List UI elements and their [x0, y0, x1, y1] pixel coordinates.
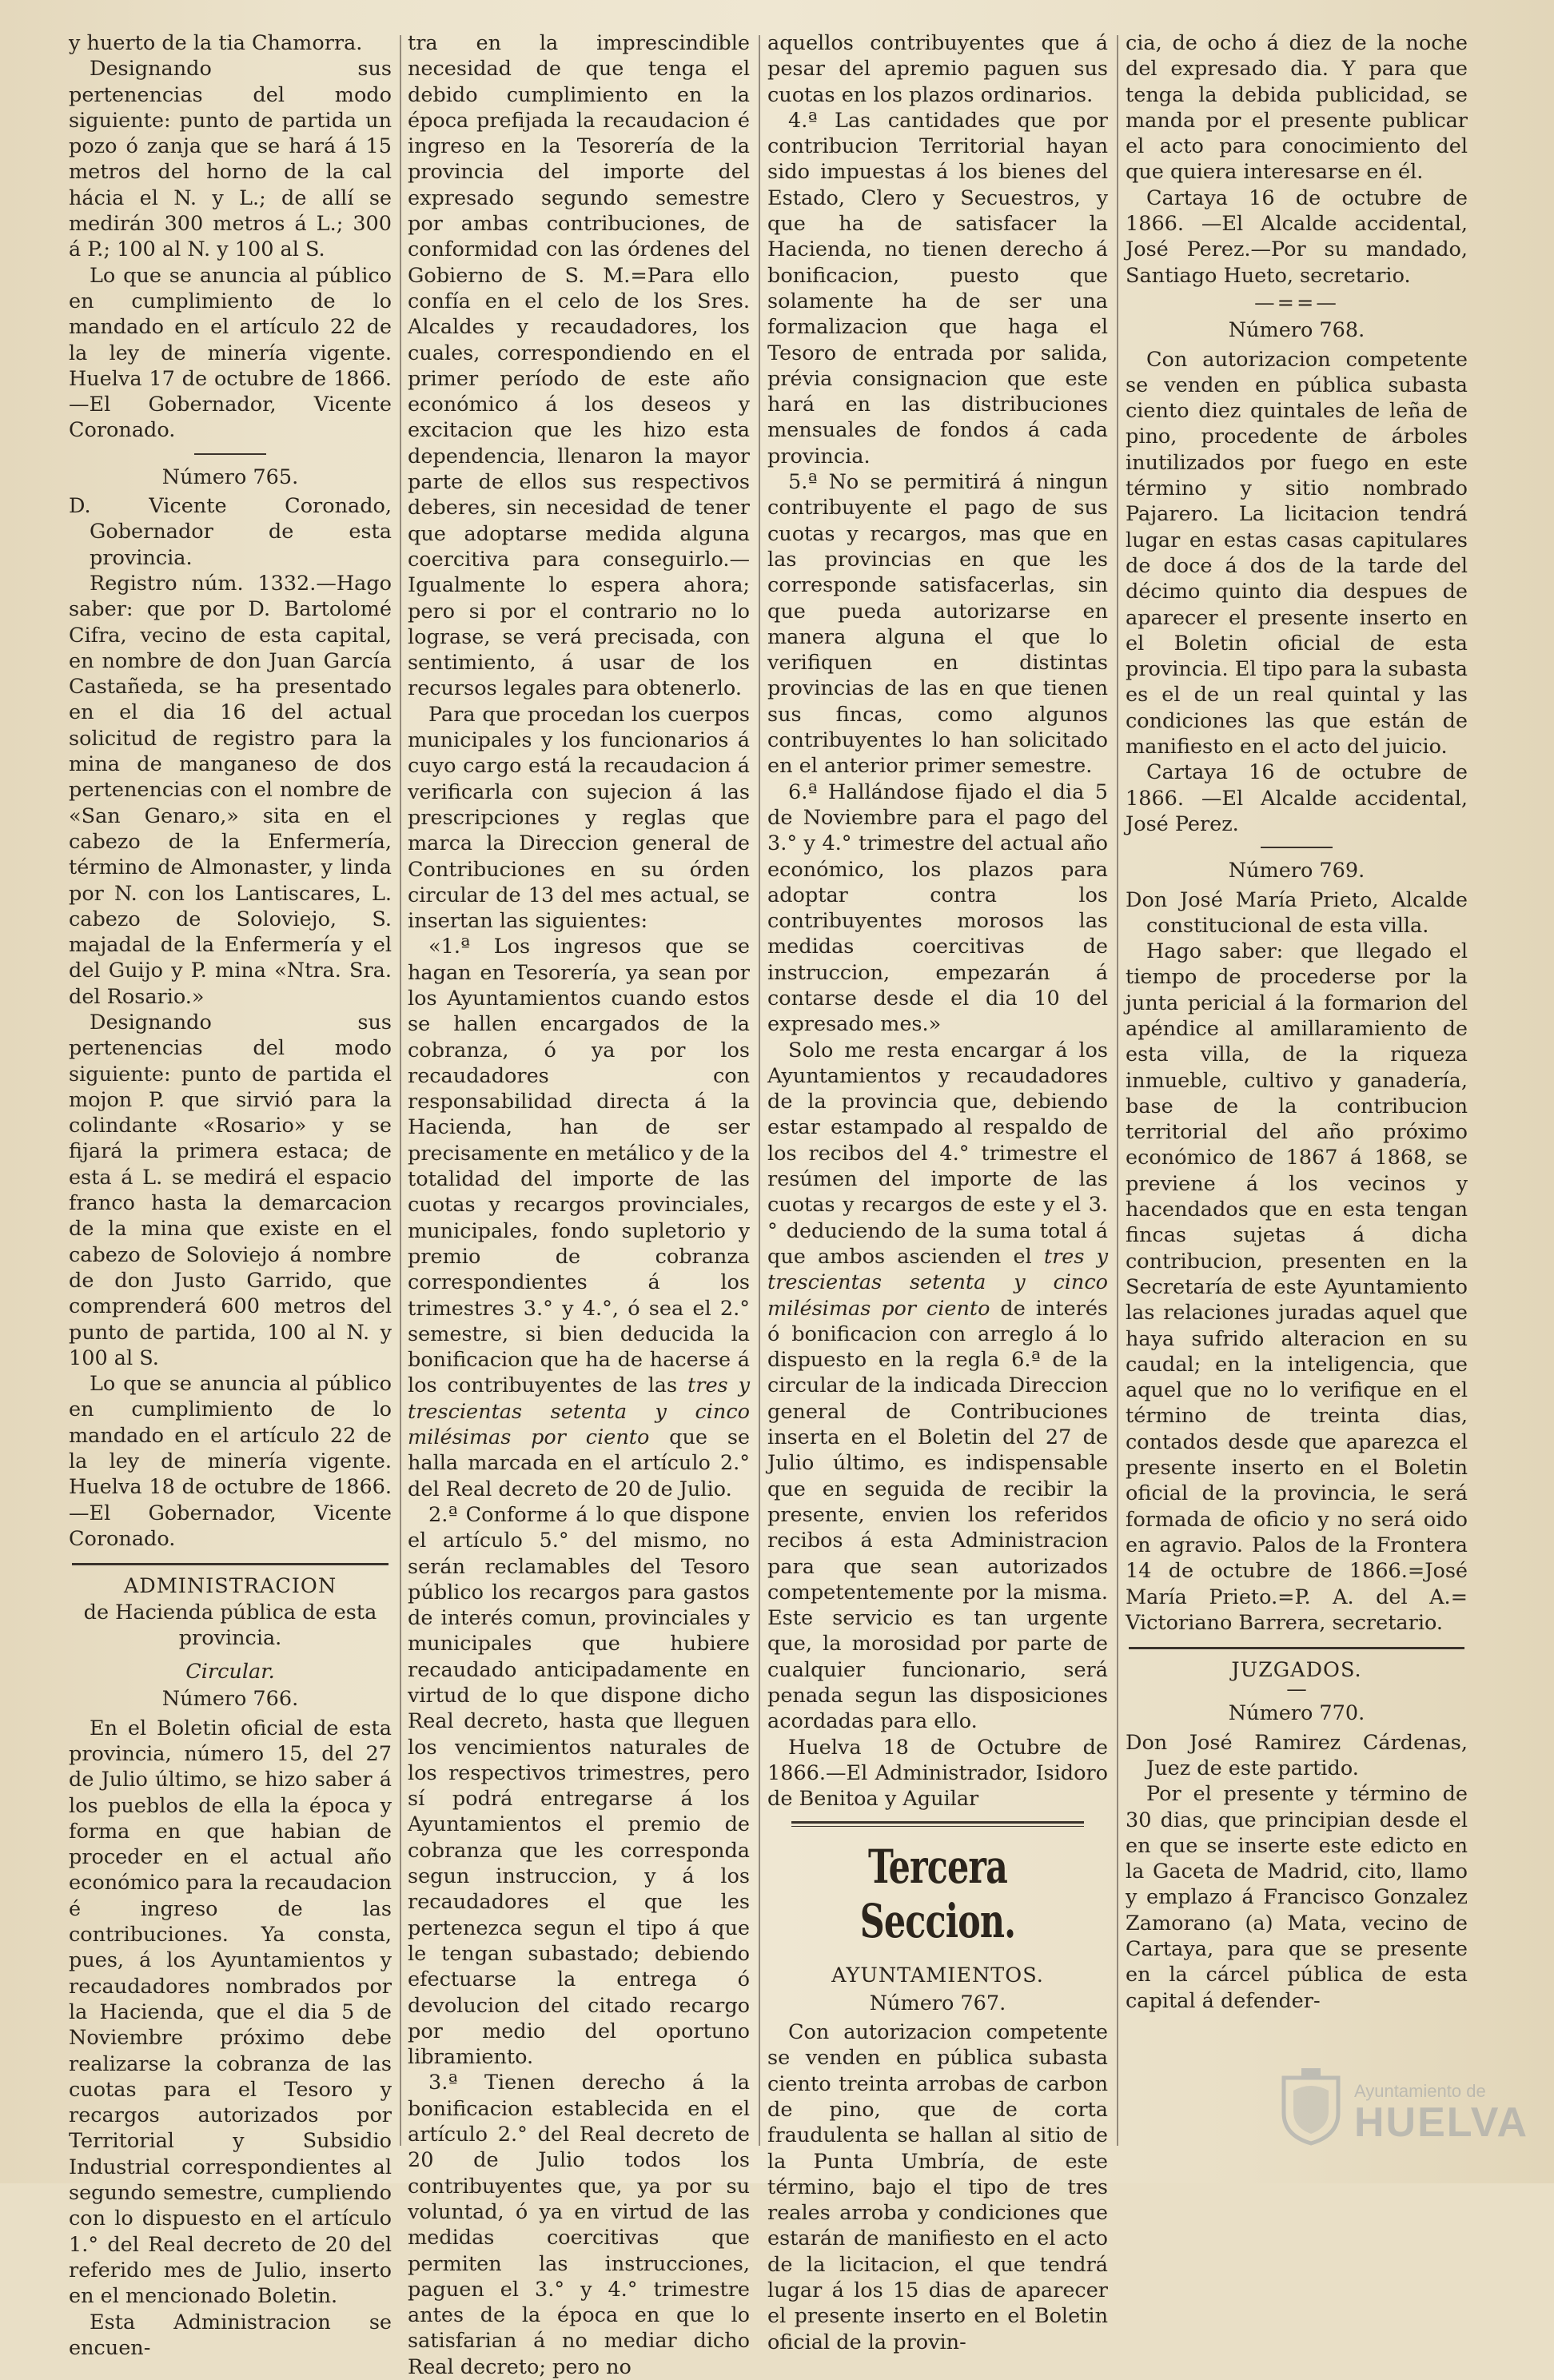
- paragraph: En el Boletin oficial de esta provincia, número 15, del 27 de Julio último, se hizo saber á los pueblos de ella la época y forma en que habian de proceder en el actual año económico para la recaudacion é ingreso de las contribuciones. Ya consta, pues, á los Ayuntamientos y recaudadores nombrados por la Hacienda, que el dia 5 de Noviembre próximo debe realizarse la cobranza de las cuotas para el Tesoro y recargos autorizados por Territorial y Subsidio Industrial correspondientes al segundo semestre, cumpliendo con lo dispuesto en el artículo 1.° del Real decreto de 20 del referido mes de Julio, inserto en el mencionado Boletin.: [69, 1716, 392, 2309]
- notice-number-768: Número 768.: [1228, 318, 1365, 343]
- column-2: [408, 30, 751, 2379]
- paragraph: 5.ª No se permitirá á ningun contribuyente el pago de sus cuotas y recargos, mas que en las provincias en que les corresponde satisfacerlas, sin que pueda autorizarse en manera alguna el que lo verifiquen en distintas provincias de las en que tienen sus fincas, como algunos contribuyentes lo han solicitado en el anterior primer semestre.: [767, 470, 1108, 779]
- column-1: [69, 30, 392, 2360]
- text-run: que se halla marcada en el artículo 2.° del Real decreto de 20 de Julio.: [408, 1425, 751, 1501]
- huelva-coat-of-arms-icon: [1277, 2067, 1345, 2147]
- paragraph: [408, 934, 750, 1502]
- paragraph: cia, de ocho á diez de la noche del expresado dia. Y para que tenga la debida publicidad, se manda por el presente publicar el acto para conocimiento del que quiera interesarse en él.: [1126, 31, 1468, 185]
- column-4: [1126, 30, 1468, 2157]
- paragraph: Con autorizacion competente se venden en pública subasta ciento treinta arrobas de carbon de pino, que de corta fraudulenta se hallan al sitio de la Punta Umbría, de este término, bajo el tipo de tres reales arroba y condiciones que estarán de manifiesto en el acto de la licitacion, el que tendrá lugar á los 15 dias de aparecer el presente inserto en el Boletin oficial de la provin-: [767, 2020, 1108, 2354]
- paragraph: tra en la imprescindible necesidad de que tenga el debido cumplimiento en la época prefijada la recaudacion é ingreso en la Tesorería de la provincia del importe del expresado segundo semestre por ambas contribuciones, de conformidad con las órdenes del Gobierno de S. M.=Para ello confía en el celo de los Sres. Alcaldes y recaudadores, los cuales, correspondiendo en el primer período de este año económico á los deseos y excitacion que les hizo esta dependencia, llenaron la mayor parte de ellos sus respectivos deberes, sin necesidad de tener que adoptarse medida alguna coercitiva para conseguirlo.—Igualmente lo espera ahora; pero si por el contrario no lo lograse, se verá precisada, con sentimiento, á usar de los recursos legales para obtenerlo.: [408, 31, 750, 701]
- paragraph: Esta Administracion se encuen-: [69, 2310, 392, 2360]
- separator: —: [1286, 1677, 1307, 1702]
- section-heading: AYUNTAMIENTOS.: [831, 1963, 1044, 1988]
- paragraph: 4.ª Las cantidades que por contribucion Territorial hayan sido impuestas á los bienes del Estado, Clero y Secuestros, y que ha de satisfacer la Hacienda, no tienen derecho á bonificacion, puesto que solamente ha de ser una formalizacion que haga el Tesoro de entrada por salida, prévia consignacion que este hará en las distribuciones mensuales de fondos á cada provincia.: [767, 108, 1108, 468]
- section-heading: ADMINISTRACION: [123, 1574, 337, 1599]
- paragraph: 6.ª Hallándose fijado el dia 5 de Noviembre para el pago del 3.° y 4.° trimestre del actual año económico, los plazos para adoptar contra los contribuyentes morosos las medidas coercitivas de instruccion, empezarán á contarse desde el dia 10 del expresado mes.»: [767, 779, 1108, 1037]
- text-run: de interés ó bonificacion con arreglo á lo dispuesto en la regla 6.ª de la circular de la indicada Direccion general de Contribuciones inserta en el Boletin del 27 de Julio último, es indispensable que en seguida de recibir la presente, envien los referidos recibos á esta Administracion para que sean autorizados competentemente por la misma. Este servicio es tan urgente que, la morosidad por parte de cualquier funcionario, será penada segun las disposiciones acordadas para ello.: [767, 1296, 1108, 1734]
- paragraph: Designando sus pertenencias del modo siguiente: punto de partida un pozo ó zanja que se hará á 15 metros del horno de la cal hácia el N. y L.; de allí se medirán 300 metros á L.; 300 á P.; 100 al N. y 100 al S.: [69, 57, 392, 262]
- paragraph: Cartaya 16 de octubre de 1866. —El Alcalde accidental, José Perez.—Por su mandado, Santiago Hueto, secretario.: [1126, 185, 1468, 288]
- paragraph: aquellos contribuyentes que á pesar del apremio paguen sus cuotas en los plazos ordinarios.: [767, 31, 1108, 107]
- paragraph: Cartaya 16 de octubre de 1866. —El Alcalde accidental, José Perez.: [1126, 760, 1468, 836]
- paragraph: Designando sus pertenencias del modo siguiente: punto de partida el mojon P. que sirvió para la colindante «Rosario» y se fijará la primera estaca; de esta á L. se medirá el espacio franco hasta la demarcacion de la mina que existe en el cabezo de Soloviejo á nombre de don Justo Garrido, que comprenderá 600 metros del punto de partida, 100 al N. y 100 al S.: [69, 1010, 392, 1370]
- section-heading: JUZGADOS.: [1231, 1658, 1362, 1683]
- italic-run: tres y trescientas setenta y cinco milésimas por ciento: [767, 1244, 1108, 1321]
- notice-header: D. Vicente Coronado, Gobernador de esta provincia.: [69, 494, 392, 570]
- separator: [1261, 847, 1333, 848]
- notice-number-767: Número 767.: [869, 1991, 1006, 2015]
- text-run: «1.ª Los ingresos que se hagan en Tesorería, ya sean por los Ayuntamientos cuando estos se hallen encargados de la cobranza, ó ya por los recaudadores con responsabilidad directa á la Hacienda, han de ser precisamente en metálico y de la totalidad del importe de las cuotas y recargos provinciales, municipales, fondo supletorio y premio de cobranza correspondientes á los trimestres 3.° y 4.°, ó sea el 2.° semestre, si bien deducida la bonificacion que ha de hacerse á los contribuyentes de las: [408, 935, 750, 1398]
- signature-paragraph: Huelva 18 de Octubre de 1866.—El Administrador, Isidoro de Benitoa y Aguilar: [767, 1735, 1108, 1812]
- paragraph: 3.ª Tienen derecho á la bonificacion establecida en el artículo 2.° del Real decreto de 20 de Julio todos los contribuyentes que, ya por su voluntad, ó ya en virtud de las medidas coercitivas que permiten las instrucciones, paguen el 3.° y 4.° trimestre antes de la época en que lo satisfarian á no mediar dicho Real decreto; pero no: [408, 2071, 750, 2379]
- column-rule: [759, 35, 760, 2146]
- paragraph: Lo que se anuncia al público en cumplimiento de lo mandado en el artículo 22 de la ley de minería vigente. Huelva 18 de octubre de 1866.—El Gobernador, Vicente Coronado.: [69, 1372, 392, 1551]
- notice-number-766: Número 766.: [161, 1687, 299, 1712]
- text-run: Solo me resta encargar á los Ayuntamientos y recaudadores de la provincia que, debiendo estar estampado al respaldo de los recibos del 4.° trimestre el resúmen del importe de las cuotas y recargos de este y el 3.° deduciendo de la suma total á que ambos ascienden el: [767, 1038, 1108, 1269]
- separator: [1129, 1647, 1464, 1649]
- italic-run: tres y trescientas setenta y cinco milésimas por ciento: [408, 1373, 750, 1450]
- notice-number-770: Número 770.: [1228, 1701, 1365, 1726]
- watermark-line2: HUELVA: [1354, 2099, 1529, 2146]
- paragraph: Registro núm. 1332.—Hago saber: que por D. Bartolomé Cifra, vecino de esta capital, en nombre de don Juan García Castañeda, se ha presentado en el dia 16 del actual solicitud de registro para la mina de manganeso de dos pertenencias con el nombre de «San Genaro,» sita en el cabezo de la Enfermería, término de Almonaster, y linda por N. con los Lantiscares, L. cabezo de Soloviejo, S. majadal de la Enfermería y el del Guijo y P. mina «Ntra. Sra. del Rosario.»: [69, 571, 392, 1009]
- paragraph: 2.ª Conforme á lo que dispone el artículo 5.° del mismo, no serán reclamables del Tesoro público los recargos para gastos de interés comun, provinciales y municipales que hubiere recaudado anticipadamente en virtud de lo que dispone dicho Real decreto, hasta que lleguen los vencimientos naturales de los respectivos trimestres, pero sí podrá entregarse á los Ayuntamientos el premio de cobranza que les corresponda segun instruccion, y á los recaudadores el que les pertenezca segun el tipo á que le tengan subastado; debiendo efectuarse la entrega ó devolucion del citado recargo por medio del oportuno libramiento.: [408, 1502, 750, 2070]
- separator: [194, 453, 266, 455]
- paragraph: Para que procedan los cuerpos municipales y los funcionarios á cuyo cargo está la recaudacion á verificarla con sujecion á las prescripciones y reglas que marca la Direccion general de Contribuciones en su órden circular de 13 del mes actual, se insertan las siguientes:: [408, 702, 750, 934]
- circular-heading: Circular.: [185, 1660, 275, 1684]
- paragraph: Por el presente y término de 30 dias, que principian desde el en que se inserte este edicto en la Gaceta de Madrid, cito, llamo y emplazo á Francisco Gonzalez Zamorano (a) Mata, vecino de Cartaya, para que se presente en la cárcel pública de esta capital á defender-: [1126, 1782, 1468, 2013]
- notice-number-765: Número 765.: [161, 464, 299, 489]
- column-rule: [1117, 35, 1118, 2146]
- notice-header: Don José María Prieto, Alcalde constitucional de esta villa.: [1126, 887, 1468, 938]
- notice-header: Don José Ramirez Cárdenas, Juez de este partido.: [1126, 1730, 1468, 1780]
- column-3: [767, 30, 1108, 2354]
- separator: [72, 1563, 388, 1565]
- paragraph: Lo que se anuncia al público en cumplimiento de lo mandado en el artículo 22 de la ley de minería vigente. Huelva 17 de octubre de 1866.—El Gobernador, Vicente Coronado.: [69, 263, 392, 443]
- watermark-line1: Ayuntamiento de: [1354, 2081, 1486, 2101]
- section-subheading: de Hacienda pública de esta provincia.: [83, 1600, 377, 1650]
- paragraph: [767, 1038, 1108, 1735]
- watermark-logo: [1277, 2057, 1529, 2153]
- separator: —==—: [1254, 290, 1339, 315]
- paragraph: y huerto de la tia Chamorra.: [69, 31, 363, 55]
- paragraph: Hago saber: que llegado el tiempo de procederse por la junta pericial á la formarion del apéndice al amillaramiento de esta villa, de la riqueza inmueble, cultivo y ganadería, base de la contribucion territorial del año próximo económico de 1867 á 1868, se previene á los vecinos y hacendados que en esta tengan fincas sujetas á dicha contribucion, presenten en la Secretaría de este Ayuntamiento las relaciones juradas aquel que haya sufrido alteracion en su caudal; en la inteligencia, que aquel que no lo verifique en el término de treinta dias, contados desde que aparezca el presente inserto en el Boletin oficial de la provincia, le será formada de oficio y no será oido en agravio. Palos de la Frontera 14 de octubre de 1866.=José María Prieto.=P. A. del A.= Victoriano Barrera, secretario.: [1126, 939, 1468, 1635]
- notice-number-769: Número 769.: [1228, 859, 1365, 883]
- section-title: Tercera Seccion.: [859, 1840, 1016, 1949]
- separator: [791, 1821, 1084, 1827]
- paragraph: Con autorizacion competente se venden en pública subasta ciento diez quintales de leña de pino, procedente de árboles inutilizados por fuego en este término y sitio nombrado Pajarero. La licitacion tendrá lugar en estas casas capitulares de doce á dos de la tarde del décimo quinto dia despues de aparecer el presente inserto en el Boletin oficial de esta provincia. El tipo para la subasta es el de un real quintal y las condiciones las que están de manifiesto en el acto del juicio.: [1126, 347, 1468, 759]
- column-rule: [400, 35, 401, 2146]
